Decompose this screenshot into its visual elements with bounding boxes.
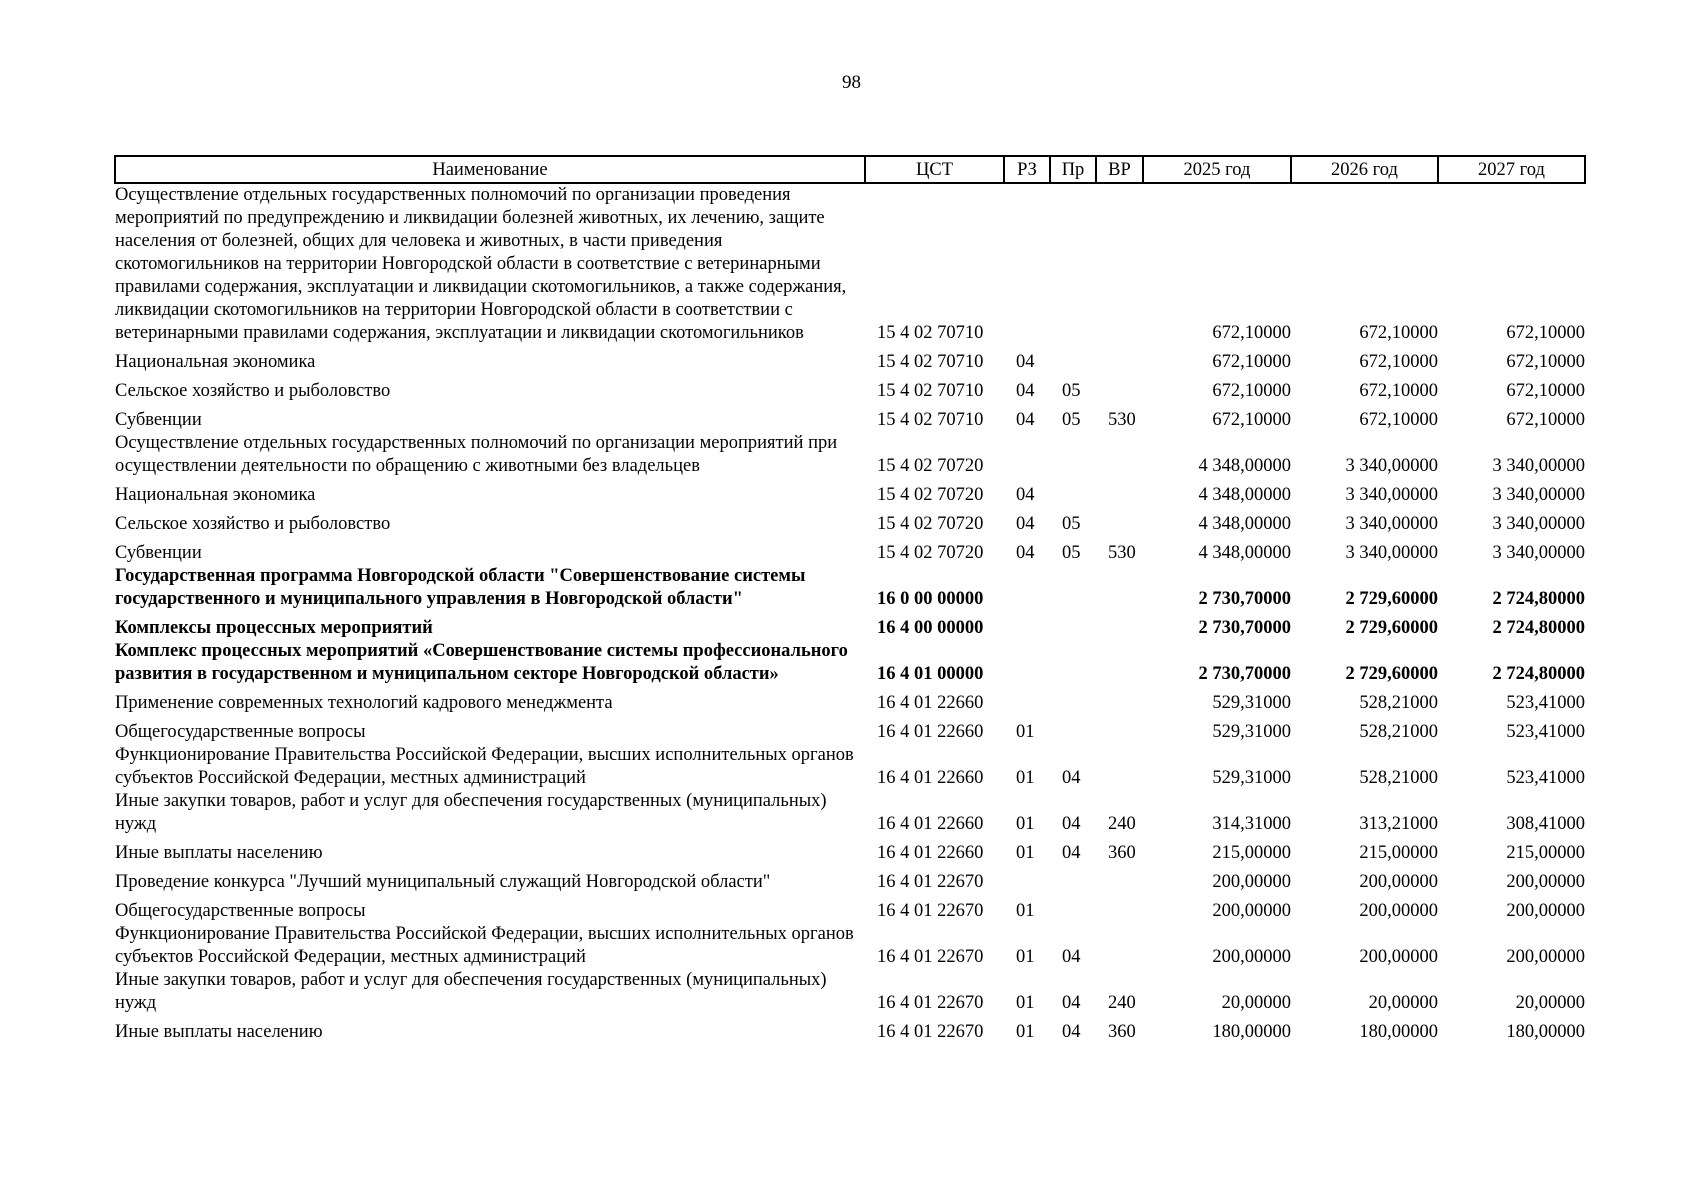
row-amount-2025: 4 348,00000 xyxy=(1198,485,1291,505)
row-pr xyxy=(1050,611,1096,640)
row-amount-2025: 20,00000 xyxy=(1221,993,1291,1013)
row-rz xyxy=(1004,865,1050,894)
row-rz: 01 xyxy=(1016,814,1035,834)
row-amount-2025: 672,10000 xyxy=(1212,323,1291,343)
table-row xyxy=(115,432,1585,478)
header-vr: ВР xyxy=(1096,156,1143,183)
row-amount-2026: 528,21000 xyxy=(1359,768,1438,788)
row-name: Иные закупки товаров, работ и услуг для обеспечения государственных (муниципальных) нужд xyxy=(115,791,827,834)
table-row xyxy=(115,836,1585,865)
row-rz xyxy=(1004,565,1050,611)
row-cst: 15 4 02 70720 xyxy=(877,543,984,563)
row-cst: 15 4 02 70720 xyxy=(877,485,984,505)
row-amount-2027: 672,10000 xyxy=(1506,381,1585,401)
row-name: Функционирование Правительства Российской Федерации, высших исполнительных органов субъектов Российской Федерации, местных администраций xyxy=(115,924,854,967)
row-rz: 01 xyxy=(1016,901,1035,921)
row-name: Субвенции xyxy=(115,410,202,430)
row-pr: 05 xyxy=(1062,543,1081,563)
row-amount-2025: 2 730,70000 xyxy=(1198,664,1291,684)
row-name: Комплексы процессных мероприятий xyxy=(115,618,433,638)
row-pr xyxy=(1050,183,1096,345)
row-vr xyxy=(1096,686,1143,715)
row-rz: 04 xyxy=(1016,543,1035,563)
row-pr xyxy=(1050,432,1096,478)
table-row xyxy=(115,686,1585,715)
row-amount-2025: 672,10000 xyxy=(1212,352,1291,372)
row-amount-2027: 672,10000 xyxy=(1506,352,1585,372)
row-name: Проведение конкурса "Лучший муниципальный служащий Новгородской области" xyxy=(115,872,771,892)
row-amount-2026: 313,21000 xyxy=(1359,814,1438,834)
row-amount-2025: 314,31000 xyxy=(1212,814,1291,834)
row-pr xyxy=(1050,565,1096,611)
row-cst: 16 4 01 22660 xyxy=(877,843,984,863)
header-2025: 2025 год xyxy=(1143,156,1291,183)
table-row xyxy=(115,744,1585,790)
table-row xyxy=(115,894,1585,923)
budget-table xyxy=(114,155,1586,1044)
row-cst: 16 4 00 00000 xyxy=(877,618,984,638)
row-rz: 04 xyxy=(1016,485,1035,505)
header-cst: ЦСТ xyxy=(865,156,1004,183)
row-amount-2026: 672,10000 xyxy=(1359,323,1438,343)
row-cst: 16 4 01 22670 xyxy=(877,1022,984,1042)
row-amount-2026: 672,10000 xyxy=(1359,410,1438,430)
row-name: Государственная программа Новгородской области "Совершенствование системы государственного и муниципального управления в Новгородской области" xyxy=(115,566,806,609)
table-row xyxy=(115,611,1585,640)
row-name: Общегосударственные вопросы xyxy=(115,901,366,921)
header-row xyxy=(115,156,1585,183)
row-rz: 01 xyxy=(1016,722,1035,742)
row-pr: 04 xyxy=(1062,768,1081,788)
row-amount-2026: 3 340,00000 xyxy=(1345,543,1438,563)
row-amount-2026: 528,21000 xyxy=(1359,722,1438,742)
row-cst: 16 4 01 22670 xyxy=(877,872,984,892)
row-amount-2027: 2 724,80000 xyxy=(1492,618,1585,638)
row-cst: 16 4 01 00000 xyxy=(877,664,984,684)
row-amount-2026: 200,00000 xyxy=(1359,872,1438,892)
row-pr xyxy=(1050,478,1096,507)
row-pr: 05 xyxy=(1062,514,1081,534)
row-amount-2025: 2 730,70000 xyxy=(1198,589,1291,609)
row-cst: 16 4 01 22670 xyxy=(877,947,984,967)
row-amount-2025: 529,31000 xyxy=(1212,722,1291,742)
row-cst: 16 4 01 22660 xyxy=(877,722,984,742)
row-amount-2026: 672,10000 xyxy=(1359,352,1438,372)
row-amount-2027: 200,00000 xyxy=(1506,872,1585,892)
row-cst: 15 4 02 70710 xyxy=(877,352,984,372)
row-amount-2026: 2 729,60000 xyxy=(1345,618,1438,638)
row-cst: 16 4 01 22670 xyxy=(877,993,984,1013)
table-row xyxy=(115,969,1585,1015)
header-2026: 2026 год xyxy=(1291,156,1438,183)
row-cst: 15 4 02 70710 xyxy=(877,381,984,401)
row-amount-2027: 3 340,00000 xyxy=(1492,456,1585,476)
row-rz: 01 xyxy=(1016,993,1035,1013)
row-cst: 15 4 02 70710 xyxy=(877,323,984,343)
row-amount-2026: 672,10000 xyxy=(1359,381,1438,401)
row-vr xyxy=(1096,374,1143,403)
row-pr xyxy=(1050,345,1096,374)
row-name: Осуществление отдельных государственных полномочий по организации проведения мероприятий по предупреждению и ликвидации болезней животных, их лечению, защите населения от болезней, общих для человека и животных, в части приведения скотомогильников на территории Новгородской области в соответствие с ветеринарными правилами содержания, эксплуатации и ликвидации скотомогильников, а также содержания, ликвидации скотомогильников на территории Новгородской области в соответствии с ветеринарными правилами содержания, эксплуатации и ликвидации скотомогильников xyxy=(115,185,847,343)
table-row xyxy=(115,1015,1585,1044)
row-amount-2026: 180,00000 xyxy=(1359,1022,1438,1042)
row-name: Применение современных технологий кадрового менеджмента xyxy=(115,693,613,713)
row-vr xyxy=(1096,611,1143,640)
row-pr xyxy=(1050,715,1096,744)
row-rz xyxy=(1004,183,1050,345)
row-pr xyxy=(1050,686,1096,715)
row-amount-2027: 215,00000 xyxy=(1506,843,1585,863)
row-pr xyxy=(1050,640,1096,686)
row-rz: 01 xyxy=(1016,768,1035,788)
row-name: Функционирование Правительства Российской Федерации, высших исполнительных органов субъектов Российской Федерации, местных администраций xyxy=(115,745,854,788)
row-vr xyxy=(1096,345,1143,374)
table-row xyxy=(115,183,1585,345)
row-pr: 04 xyxy=(1062,947,1081,967)
row-amount-2027: 308,41000 xyxy=(1506,814,1585,834)
table-row xyxy=(115,507,1585,536)
row-vr xyxy=(1096,565,1143,611)
row-amount-2026: 200,00000 xyxy=(1359,901,1438,921)
row-vr: 530 xyxy=(1108,543,1136,563)
table-row xyxy=(115,478,1585,507)
row-rz xyxy=(1004,611,1050,640)
table-row xyxy=(115,865,1585,894)
row-vr xyxy=(1096,894,1143,923)
row-rz xyxy=(1004,432,1050,478)
row-amount-2025: 200,00000 xyxy=(1212,872,1291,892)
row-amount-2025: 672,10000 xyxy=(1212,381,1291,401)
table-row xyxy=(115,640,1585,686)
row-amount-2025: 215,00000 xyxy=(1212,843,1291,863)
table-row xyxy=(115,565,1585,611)
table-row xyxy=(115,374,1585,403)
row-amount-2026: 528,21000 xyxy=(1359,693,1438,713)
row-vr: 240 xyxy=(1108,993,1136,1013)
row-amount-2027: 523,41000 xyxy=(1506,768,1585,788)
row-vr xyxy=(1096,183,1143,345)
row-vr xyxy=(1096,865,1143,894)
row-cst: 16 4 01 22660 xyxy=(877,814,984,834)
row-rz: 04 xyxy=(1016,514,1035,534)
row-amount-2026: 3 340,00000 xyxy=(1345,514,1438,534)
row-name: Иные закупки товаров, работ и услуг для обеспечения государственных (муниципальных) нужд xyxy=(115,970,827,1013)
row-pr: 05 xyxy=(1062,410,1081,430)
row-amount-2027: 200,00000 xyxy=(1506,901,1585,921)
table-row xyxy=(115,790,1585,836)
row-amount-2026: 3 340,00000 xyxy=(1345,456,1438,476)
row-amount-2025: 4 348,00000 xyxy=(1198,456,1291,476)
row-amount-2027: 672,10000 xyxy=(1506,410,1585,430)
row-vr xyxy=(1096,478,1143,507)
row-amount-2026: 3 340,00000 xyxy=(1345,485,1438,505)
table-row xyxy=(115,715,1585,744)
row-amount-2027: 20,00000 xyxy=(1515,993,1585,1013)
row-amount-2027: 672,10000 xyxy=(1506,323,1585,343)
row-name: Субвенции xyxy=(115,543,202,563)
row-amount-2025: 200,00000 xyxy=(1212,947,1291,967)
row-vr xyxy=(1096,432,1143,478)
row-amount-2026: 200,00000 xyxy=(1359,947,1438,967)
row-amount-2025: 672,10000 xyxy=(1212,410,1291,430)
row-rz: 04 xyxy=(1016,352,1035,372)
row-cst: 16 0 00 00000 xyxy=(877,589,984,609)
row-amount-2027: 200,00000 xyxy=(1506,947,1585,967)
row-name: Иные выплаты населению xyxy=(115,1022,323,1042)
row-pr: 04 xyxy=(1062,843,1081,863)
table-body xyxy=(115,183,1585,1044)
row-amount-2027: 3 340,00000 xyxy=(1492,543,1585,563)
row-amount-2025: 180,00000 xyxy=(1212,1022,1291,1042)
row-amount-2026: 2 729,60000 xyxy=(1345,589,1438,609)
row-name: Национальная экономика xyxy=(115,352,316,372)
table-row xyxy=(115,403,1585,432)
header-2027: 2027 год xyxy=(1438,156,1585,183)
row-pr: 04 xyxy=(1062,814,1081,834)
row-vr xyxy=(1096,715,1143,744)
page-number: 98 xyxy=(842,72,861,93)
row-pr xyxy=(1050,865,1096,894)
row-cst: 15 4 02 70720 xyxy=(877,514,984,534)
row-amount-2025: 200,00000 xyxy=(1212,901,1291,921)
row-amount-2026: 2 729,60000 xyxy=(1345,664,1438,684)
row-amount-2025: 4 348,00000 xyxy=(1198,514,1291,534)
row-amount-2027: 2 724,80000 xyxy=(1492,664,1585,684)
header-rz: РЗ xyxy=(1004,156,1050,183)
row-pr xyxy=(1050,894,1096,923)
row-amount-2025: 2 730,70000 xyxy=(1198,618,1291,638)
row-vr: 240 xyxy=(1108,814,1136,834)
row-pr: 04 xyxy=(1062,1022,1081,1042)
row-vr xyxy=(1096,744,1143,790)
row-vr xyxy=(1096,507,1143,536)
row-rz: 04 xyxy=(1016,410,1035,430)
row-rz: 01 xyxy=(1016,947,1035,967)
row-name: Сельское хозяйство и рыболовство xyxy=(115,381,391,401)
row-vr xyxy=(1096,923,1143,969)
row-cst: 16 4 01 22660 xyxy=(877,768,984,788)
row-name: Национальная экономика xyxy=(115,485,316,505)
row-amount-2027: 2 724,80000 xyxy=(1492,589,1585,609)
row-amount-2025: 529,31000 xyxy=(1212,693,1291,713)
row-vr: 530 xyxy=(1108,410,1136,430)
row-cst: 16 4 01 22670 xyxy=(877,901,984,921)
table-row xyxy=(115,536,1585,565)
header-pr: Пр xyxy=(1050,156,1096,183)
row-rz: 01 xyxy=(1016,1022,1035,1042)
row-amount-2027: 180,00000 xyxy=(1506,1022,1585,1042)
row-amount-2027: 523,41000 xyxy=(1506,722,1585,742)
header-name: Наименование xyxy=(115,156,865,183)
row-cst: 15 4 02 70710 xyxy=(877,410,984,430)
row-vr: 360 xyxy=(1108,1022,1136,1042)
row-name: Осуществление отдельных государственных полномочий по организации мероприятий при осуществлении деятельности по обращению с животными без владельцев xyxy=(115,433,838,476)
row-rz xyxy=(1004,686,1050,715)
row-rz: 04 xyxy=(1016,381,1035,401)
row-amount-2027: 523,41000 xyxy=(1506,693,1585,713)
table-row xyxy=(115,923,1585,969)
row-amount-2027: 3 340,00000 xyxy=(1492,485,1585,505)
row-vr xyxy=(1096,640,1143,686)
row-cst: 15 4 02 70720 xyxy=(877,456,984,476)
row-cst: 16 4 01 22660 xyxy=(877,693,984,713)
row-name: Комплекс процессных мероприятий «Совершенствование системы профессионального развития в государственном и муниципальном секторе Новгородской области» xyxy=(115,641,848,684)
row-name: Сельское хозяйство и рыболовство xyxy=(115,514,391,534)
table-header xyxy=(115,156,1585,183)
row-rz xyxy=(1004,640,1050,686)
row-amount-2025: 4 348,00000 xyxy=(1198,543,1291,563)
row-name: Иные выплаты населению xyxy=(115,843,323,863)
row-amount-2026: 215,00000 xyxy=(1359,843,1438,863)
row-amount-2027: 3 340,00000 xyxy=(1492,514,1585,534)
row-pr: 04 xyxy=(1062,993,1081,1013)
row-pr: 05 xyxy=(1062,381,1081,401)
row-rz: 01 xyxy=(1016,843,1035,863)
row-name: Общегосударственные вопросы xyxy=(115,722,366,742)
row-amount-2025: 529,31000 xyxy=(1212,768,1291,788)
table-row xyxy=(115,345,1585,374)
row-vr: 360 xyxy=(1108,843,1136,863)
row-amount-2026: 20,00000 xyxy=(1368,993,1438,1013)
